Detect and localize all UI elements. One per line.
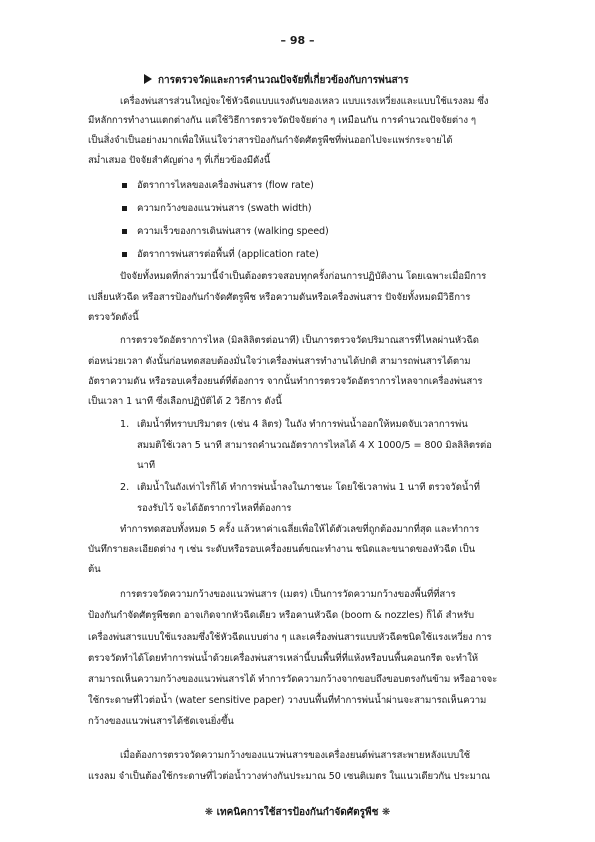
paragraph-line: เปลี่ยนหัวฉีด หรือสารป้องกันกำจัดศัตรูพืช หรือความดันหรือเครื่องพ่นสาร ปัจจัยทั้งหมดมีวิธีการ	[88, 292, 471, 303]
section-title-text: การตรวจวัดและการคำนวณปัจจัยที่เกี่ยวข้องกับการพ่นสาร	[158, 75, 409, 86]
bullet-item: ความเร็วของการเดินพ่นสาร (walking speed)	[137, 226, 329, 237]
section-title	[144, 73, 409, 88]
list-item-line: เติมน้ำที่ทราบปริมาตร (เช่น 4 ลิตร) ในถัง ทำการพ่นน้ำออกให้หมดจับเวลาการพ่น	[137, 419, 468, 430]
paragraph-line: ตรวจวัดทำได้โดยทำการพ่นน้ำด้วยเครื่องพ่นสารเหล่านี้บนพื้นที่ที่แห้งหรือบนพื้นคอนกรีต จะทำให้	[88, 653, 479, 664]
paragraph-line: สม่ำเสมอ ปัจจัยสำคัญต่าง ๆ ที่เกี่ยวข้องมีดังนี้	[88, 155, 271, 166]
list-number: 2.	[120, 482, 130, 493]
paragraph-line: เครื่องพ่นสารส่วนใหญ่จะใช้หัวฉีดแบบแรงดันของเหลว แบบแรงเหวี่ยงและแบบใช้แรงลม ซึ่ง	[120, 96, 489, 107]
paragraph-line: ใช้กระดาษที่ไวต่อน้ำ (water sensitive paper) วางบนพื้นที่ทำการพ่นน้ำผ่านจะสามารถเห็นความ	[88, 695, 487, 706]
paragraph-line: มีหลักการทำงานแตกต่างกัน แต่ใช้วิธีการตรวจวัดปัจจัยต่าง ๆ เหมือนกัน การคำนวณปัจจัยต่าง ๆ	[88, 115, 476, 126]
arrow-bullet-icon	[144, 74, 152, 84]
paragraph-line: ป้องกันกำจัดศัตรูพืชตก อาจเกิดจากหัวฉีดเดียว หรือคานหัวฉีด (boom & nozzles) ก็ได้ สำหรับ	[88, 610, 475, 621]
list-item-line: เติมน้ำในถังเท่าไรก็ได้ ทำการพ่นน้ำลงในภาชนะ โดยใช้เวลาพ่น 1 นาที ตรวจวัดน้ำที่	[137, 482, 480, 493]
paragraph-line: บันทึกรายละเอียดต่าง ๆ เช่น ระดับหรือรอบเครื่องยนต์ขณะทำงาน ชนิดและขนาดของหัวฉีด เป็น	[88, 544, 476, 555]
bullet-icon	[122, 183, 127, 188]
list-number: 1.	[120, 419, 130, 430]
list-item-line: สมมติใช้เวลา 5 นาที สามารถคำนวณอัตราการไหลได้ 4 X 1000/5 = 800 มิลลิลิตรต่อ	[137, 440, 492, 451]
list-item-line: รองรับไว้ จะได้อัตราการไหลที่ต้องการ	[137, 503, 292, 514]
bullet-item: อัตราการไหลของเครื่องพ่นสาร (flow rate)	[137, 180, 314, 191]
paragraph-line: การตรวจวัดความกว้างของแนวพ่นสาร (เมตร) เป็นการวัดความกว้างของพื้นที่ที่สาร	[120, 589, 456, 600]
paragraph-line: ตรวจวัดดังนี้	[88, 312, 139, 323]
bullet-icon	[122, 206, 127, 211]
paragraph-line: สามารถเห็นความกว้างของแนวพ่นสารได้ ทำการวัดความกว้างจากขอบถึงขอบตรงกันข้าม หรืออาจจะ	[88, 674, 498, 685]
list-item-line: นาที	[137, 460, 155, 471]
bullet-item: ความกว้างของแนวพ่นสาร (swath width)	[137, 203, 312, 214]
bullet-icon	[122, 229, 127, 234]
bullet-item: อัตราการพ่นสารต่อพื้นที่ (application rate)	[137, 249, 319, 260]
bullet-icon	[122, 252, 127, 257]
page-number: – 98 –	[280, 34, 315, 47]
paragraph-line: เป็นสิ่งจำเป็นอย่างมากเพื่อให้แน่ใจว่าสารป้องกันกำจัดศัตรูพืชที่พ่นออกไปจะแพร่กระจายได้	[88, 135, 453, 146]
paragraph-line: เป็นเวลา 1 นาที ซึ่งเลือกปฏิบัติได้ 2 วิธีการ ดังนี้	[88, 396, 282, 407]
paragraph-line: ทำการทดสอบทั้งหมด 5 ครั้ง แล้วหาค่าเฉลี่ยเพื่อให้ได้ตัวเลขที่ถูกต้องมากที่สุด และทำการ	[120, 524, 480, 535]
paragraph-line: เครื่องพ่นสารแบบใช้แรงลมซึ่งใช้หัวฉีดแบบต่าง ๆ และเครื่องพ่นสารแบบหัวฉีดชนิดใช้แรงเหวี่ยง การ	[88, 632, 492, 643]
paragraph-line: อัตราความดัน หรือรอบเครื่องยนต์ที่ต้องการ จากนั้นทำการตรวจวัดอัตราการไหลจากเครื่องพ่นสาร	[88, 376, 483, 387]
paragraph-line: ต้น	[88, 564, 101, 575]
paragraph-line: ต่อหน่วยเวลา ดังนั้นก่อนทดสอบต้องมั่นใจว่าเครื่องพ่นสารทำงานได้ปกติ สามารถพ่นสารได้ตาม	[88, 356, 471, 367]
paragraph-line: กว้างของแนวพ่นสารได้ชัดเจนยิ่งขึ้น	[88, 716, 234, 727]
paragraph-line: การตรวจวัดอัตราการไหล (มิลลิลิตรต่อนาที) เป็นการตรวจวัดปริมาณสารที่ไหลผ่านหัวฉีด	[120, 335, 479, 346]
paragraph-line: เมื่อต้องการตรวจวัดความกว้างของแนวพ่นสารของเครื่องยนต์พ่นสารสะพายหลังแบบใช้	[120, 750, 471, 761]
paragraph-line: ปัจจัยทั้งหมดที่กล่าวมานี้จำเป็นต้องตรวจสอบทุกครั้งก่อนการปฏิบัติงาน โดยเฉพาะเมื่อมีการ	[120, 271, 487, 282]
paragraph-line: แรงลม จำเป็นต้องใช้กระดาษที่ไวต่อน้ำวางห่างกันประมาณ 50 เซนติเมตร ในแนวเดียวกัน ประมาณ	[88, 771, 490, 782]
page-footer: ❋ เทคนิคการใช้สารป้องกันกำจัดศัตรูพืช ❋	[204, 807, 391, 818]
